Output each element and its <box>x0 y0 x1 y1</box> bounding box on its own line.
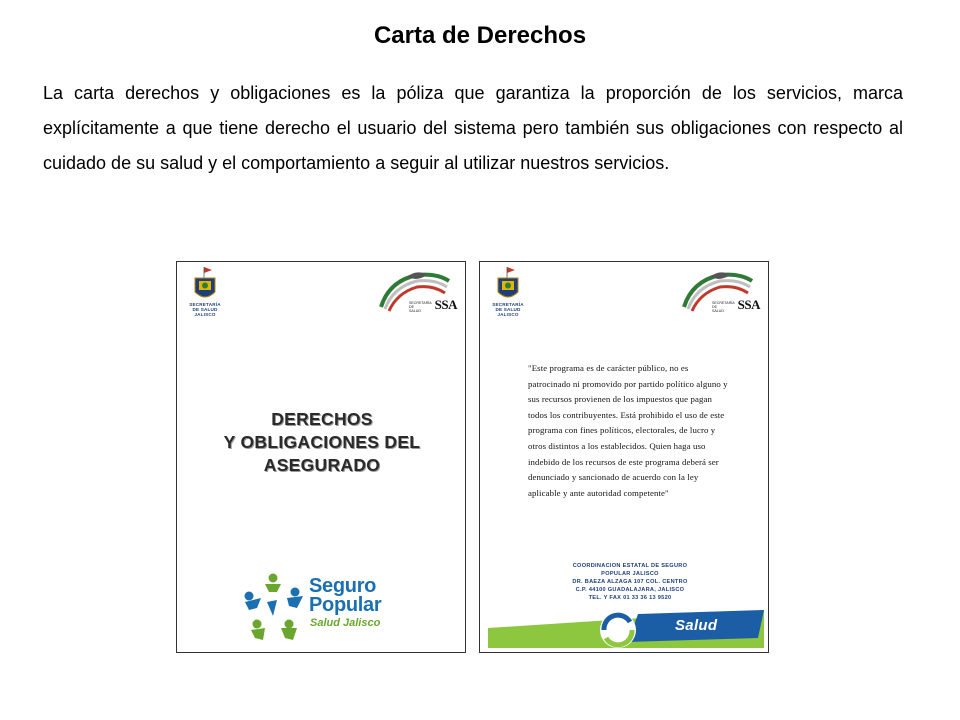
contact-line-4: C.P. 44100 GUADALAJARA, JALISCO <box>575 587 685 593</box>
cover-heading-line-3: ASEGURADO <box>263 455 381 475</box>
salud-label: Salud <box>675 617 718 634</box>
ssa-brand-text: SSA <box>434 297 457 312</box>
ssa-logo-text-2: SALUD <box>409 309 421 313</box>
charter-cover-card <box>176 261 466 653</box>
jalisco-logo <box>490 266 526 318</box>
ssa-brand-text: SSA <box>737 297 760 312</box>
page-title: Carta de Derechos <box>373 22 587 49</box>
jalisco-logo-text-1: SECRETARÍA <box>189 302 221 307</box>
cover-heading-line-1: DERECHOS <box>271 409 373 429</box>
cover-heading <box>177 408 466 477</box>
jalisco-logo-text-3: JALISCO <box>194 312 216 318</box>
ssa-logo-text-1: SECRETARÍA DE <box>409 301 432 309</box>
contact-line-5: TEL. Y FAX 01 33 36 13 9520 <box>588 595 672 601</box>
cover-heading-line-2: Y OBLIGACIONES DEL <box>223 432 421 452</box>
jalisco-crest-icon <box>495 266 521 302</box>
seguro-popular-subtitle: Salud Jalisco <box>310 617 381 629</box>
ssa-logo <box>375 267 457 319</box>
jalisco-logo-text-2: DE SALUD <box>495 307 521 313</box>
seguro-popular-word-2: Popular <box>309 594 382 616</box>
salud-banner <box>488 608 764 648</box>
legal-disclaimer: "Este programa es de carácter público, no es patrocinado ni promovido por partido político alguno y sus recursos provienen de los impuestos que pagan todos los contribuyentes. Está prohibido el uso de este programa con fines políticos, electorales, de lucro y otros distintos a los establecidos. Quien haga uso indebido de los recursos de este programa deberá ser denunciado y sancionado de acuerdo con la ley aplicable y ante autoridad competente" <box>528 363 728 498</box>
contact-line-1: COORDINACION ESTATAL DE SEGURO <box>572 563 688 569</box>
jalisco-logo-text-1: SECRETARÍA <box>492 302 524 307</box>
ssa-logo-subtitle <box>409 301 433 313</box>
charter-back-card <box>479 261 769 653</box>
intro-paragraph: La carta derechos y obligaciones es la póliza que garantiza la proporción de los servicios, marca explícitamente a que tiene derecho el usuario del sistema pero también sus obligaciones con respecto al cuidado de su salud y el comportamiento a seguir al utilizar nuestros servicios. <box>43 83 903 173</box>
ssa-logo-subtitle <box>712 301 736 313</box>
jalisco-crest-icon <box>192 266 218 302</box>
jalisco-logo <box>187 266 223 318</box>
contact-line-3: DR. BAEZA ALZAGA 107 COL. CENTRO <box>572 579 688 585</box>
ssa-logo-text-2: SALUD <box>712 309 724 313</box>
ssa-logo-text-1: SECRETARÍA DE <box>712 301 735 309</box>
jalisco-logo-text-2: DE SALUD <box>192 307 218 313</box>
contact-line-2: POPULAR JALISCO <box>601 571 659 577</box>
jalisco-logo-text-3: JALISCO <box>497 312 519 318</box>
salud-swirl-icon <box>488 608 764 648</box>
coordination-contact <box>510 562 750 602</box>
seguro-popular-word-1: Seguro <box>309 575 377 597</box>
seguro-popular-figures-icon <box>243 572 307 642</box>
seguro-popular-logo <box>243 572 403 642</box>
ssa-logo <box>678 267 760 319</box>
